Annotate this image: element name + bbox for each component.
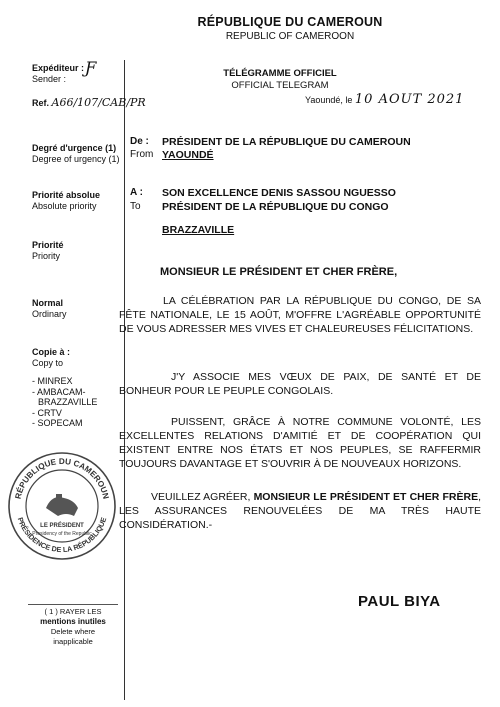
urgency-label-fr: Degré d'urgence (1): [32, 143, 117, 153]
seal-inner-top-text: LE PRÉSIDENT: [40, 523, 84, 529]
from-label-fr: De :: [130, 136, 149, 147]
to-label-fr: A :: [130, 187, 143, 198]
sender-label: [32, 63, 84, 85]
presidential-seal: [6, 450, 118, 562]
seal-outer-top-text: RÉPUBLIQUE DU CAMEROUN: [13, 456, 111, 500]
paragraph-3: PUISSENT, GRÂCE À NOTRE COMMUNE VOLONTÉ, LES EXCELLENTES RELATIONS D'AMITIÉ ET DE COOPÉRATION QUI EXISTENT ENTRE NOS ÉTATS ET NOS PEUPLES, SE RAFFERMIR TOUJOURS DAVANTAGE ET S'OUVRIR À DE NOUVEAUX HORIZONS.: [119, 416, 481, 470]
priority-option: [32, 240, 64, 262]
reference-value: A66/107/CAB/PR: [51, 96, 146, 109]
absolute-priority-option: [32, 190, 100, 212]
normal-en: Ordinary: [32, 309, 67, 319]
absolute-priority-fr: Priorité absolue: [32, 190, 101, 200]
footnote-line-3: Delete where: [50, 627, 96, 636]
sender-label-fr: Expéditeur :: [32, 63, 85, 73]
to-line-1: SON EXCELLENCE DENIS SASSOU NGUESSO: [162, 187, 396, 199]
normal-fr: Normal: [32, 298, 64, 308]
republic-header-en: REPUBLIC OF CAMEROON: [225, 31, 355, 42]
closing-intro: VEUILLEZ AGRÉER,: [151, 491, 254, 503]
telegram-title-fr: TÉLÉGRAMME OFFICIEL: [223, 68, 337, 79]
copy-to-en: Copy to: [32, 358, 64, 368]
copy-list: [32, 376, 97, 429]
from-line-1: PRÉSIDENT DE LA RÉPUBLIQUE DU CAMEROUN: [162, 136, 411, 148]
urgency-label: [32, 143, 120, 165]
telegram-title-en: OFFICIAL TELEGRAM: [231, 80, 329, 91]
footnote-line-4: inapplicable: [53, 637, 93, 646]
sender-label-en: Sender :: [32, 74, 67, 84]
copy-item: - MINREX: [32, 376, 73, 386]
closing-address: MONSIEUR LE PRÉSIDENT ET CHER FRÈRE: [253, 491, 479, 503]
telegram-date: [305, 92, 464, 107]
from-line-2: YAOUNDÉ: [162, 149, 214, 161]
copy-to-label: [32, 347, 70, 369]
paragraph-4: [119, 490, 481, 532]
paragraph-1: LA CÉLÉBRATION PAR LA RÉPUBLIQUE DU CONGO, DE SA FÊTE NATIONALE, LE 15 AOÛT, M'OFFRE L'AGRÉABLE OPPORTUNITÉ DE VOUS ADRESSER MES VIVES ET CHALEUREUSES FÉLICITATIONS.: [119, 295, 481, 335]
normal-option: [32, 298, 67, 320]
paragraph-2: J'Y ASSOCIE MES VŒUX DE PAIX, DE SANTÉ ET DE BONHEUR POUR LE PEUPLE CONGOLAIS.: [119, 371, 481, 397]
reference-label: Ref.: [32, 98, 50, 108]
footnote: [28, 604, 118, 647]
date-prefix: Yaoundé, le: [305, 95, 353, 105]
from-label-en: From: [130, 149, 154, 160]
seal-outer-bottom-text: PRÉSIDENCE DE LA RÉPUBLIQUE: [15, 516, 109, 555]
urgency-label-en: Degree of urgency (1): [32, 154, 120, 164]
copy-item: - SOPECAM: [32, 418, 83, 428]
absolute-priority-en: Absolute priority: [32, 201, 97, 211]
salutation: MONSIEUR LE PRÉSIDENT ET CHER FRÈRE,: [160, 266, 398, 278]
footnote-line-1: ( 1 ) RAYER LES: [44, 607, 102, 616]
to-label-en: To: [130, 201, 141, 212]
republic-header-fr: RÉPUBLIQUE DU CAMEROUN: [197, 15, 383, 29]
priority-fr: Priorité: [32, 240, 64, 250]
priority-en: Priority: [32, 251, 61, 261]
copy-item: - AMBACAM-: [32, 386, 86, 397]
copy-item: BRAZZAVILLE: [38, 397, 98, 407]
footnote-line-2: mentions inutiles: [40, 617, 106, 626]
sender-initial: Ƒ: [85, 58, 97, 77]
copy-to-fr: Copie à :: [32, 347, 71, 357]
signature: PAUL BIYA: [358, 593, 441, 610]
closing-rest: , LES ASSURANCES RENOUVELÉES DE MA TRÈS HAUTE CONSIDÉRATION.-: [119, 491, 481, 531]
reference: [32, 96, 146, 109]
seal-inner-bottom-text: Presidency of the Republic: [32, 531, 92, 537]
to-line-3: BRAZZAVILLE: [162, 224, 235, 236]
copy-item: - CRTV: [32, 407, 62, 418]
date-value: 10 AOUT 2021: [354, 92, 465, 107]
to-line-2: PRÉSIDENT DE LA RÉPUBLIQUE DU CONGO: [162, 201, 389, 213]
